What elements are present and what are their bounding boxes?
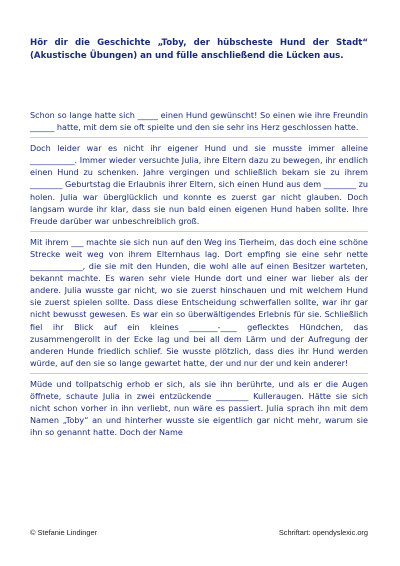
story-paragraph-1: Schon so lange hatte sich _____ einen Hund gewünscht! So einen wie ihre Freundin ______ hatte, mit dem sie oft spielte und den sie sehr ins Herz geschlossen hatte.	[30, 110, 368, 133]
paragraph-divider	[30, 137, 368, 138]
font-credit: Schriftart: opendyslexic.org	[278, 528, 368, 537]
copyright-notice: © Stefanie Lindinger	[30, 528, 98, 537]
page-footer	[30, 528, 368, 537]
paragraph-divider	[30, 231, 368, 232]
task-instruction: Hör dir die Geschichte „Toby, der hübscheste Hund der Stadt“ (Akustische Übungen) an und fülle anschließend die Lücken aus.	[30, 38, 368, 62]
story-paragraph-3: Mit ihrem ___ machte sie sich nun auf den Weg ins Tierheim, das doch eine schöne Strecke weit weg von ihrem Elternhaus lag. Dort empfing sie eine sehr nette _____________, die sie mit den Hunden, die wohl alle auf einen Besitzer warteten, bekannt machte. Es waren sehr viele Hunde dort und einer war lieber als der andere. Julia wusste gar nicht, wo sie zuerst hinschauen und mit welchem Hund sie zuerst spielen sollte. Dass diese Entscheidung schwerfallen sollte, war ihr gar nicht bewusst gewesen. Es war ein so überwältigendes Erlebnis für sie. Schließlich fiel ihr Blick auf ein kleines _______-____ geflecktes Hündchen, das zusammengerollt in der Ecke lag und bei all dem Lärm und der Aufregung der anderen Hunde friedlich schlief. Sie wusste plötzlich, dass dies ihr Hund werden würde, auf den sie so lange gewartet hatte, der und nur der und kein anderer!	[30, 236, 368, 368]
story-text	[30, 109, 368, 442]
story-paragraph-2: Doch leider war es nicht ihr eigener Hund und sie musste immer alleine ___________. Immer wieder versuchte Julia, ihre Eltern dazu zu bewegen, ihr endlich einen Hund zu schenken. Jahre vergingen und schließlich bekam sie zu ihrem ________ Geburtstag die Erlaubnis ihrer Eltern, sich einen Hund aus dem ________ zu holen. Julia war überglücklich und konnte es zuerst gar nicht glauben. Doch langsam wurde ihr klar, dass sie nun bald einen eigenen Hund haben sollte. Ihre Freude darüber war unbeschreiblich groß.	[30, 143, 368, 226]
story-paragraph-4: Müde und tollpatschig erhob er sich, als sie ihn berührte, und als er die Augen öffnete, schaute Julia in zwei entzückende ________ Kulleraugen. Hätte sie sich nicht schon vorher in ihn verliebt, nun wäre es passiert. Julia sprach ihn mit dem Namen „Toby“ an und hinterher wusste sie eigentlich gar nicht mehr, warum sie ihn so genannt hatte. Doch der Name	[30, 378, 368, 438]
paragraph-divider	[30, 373, 368, 374]
